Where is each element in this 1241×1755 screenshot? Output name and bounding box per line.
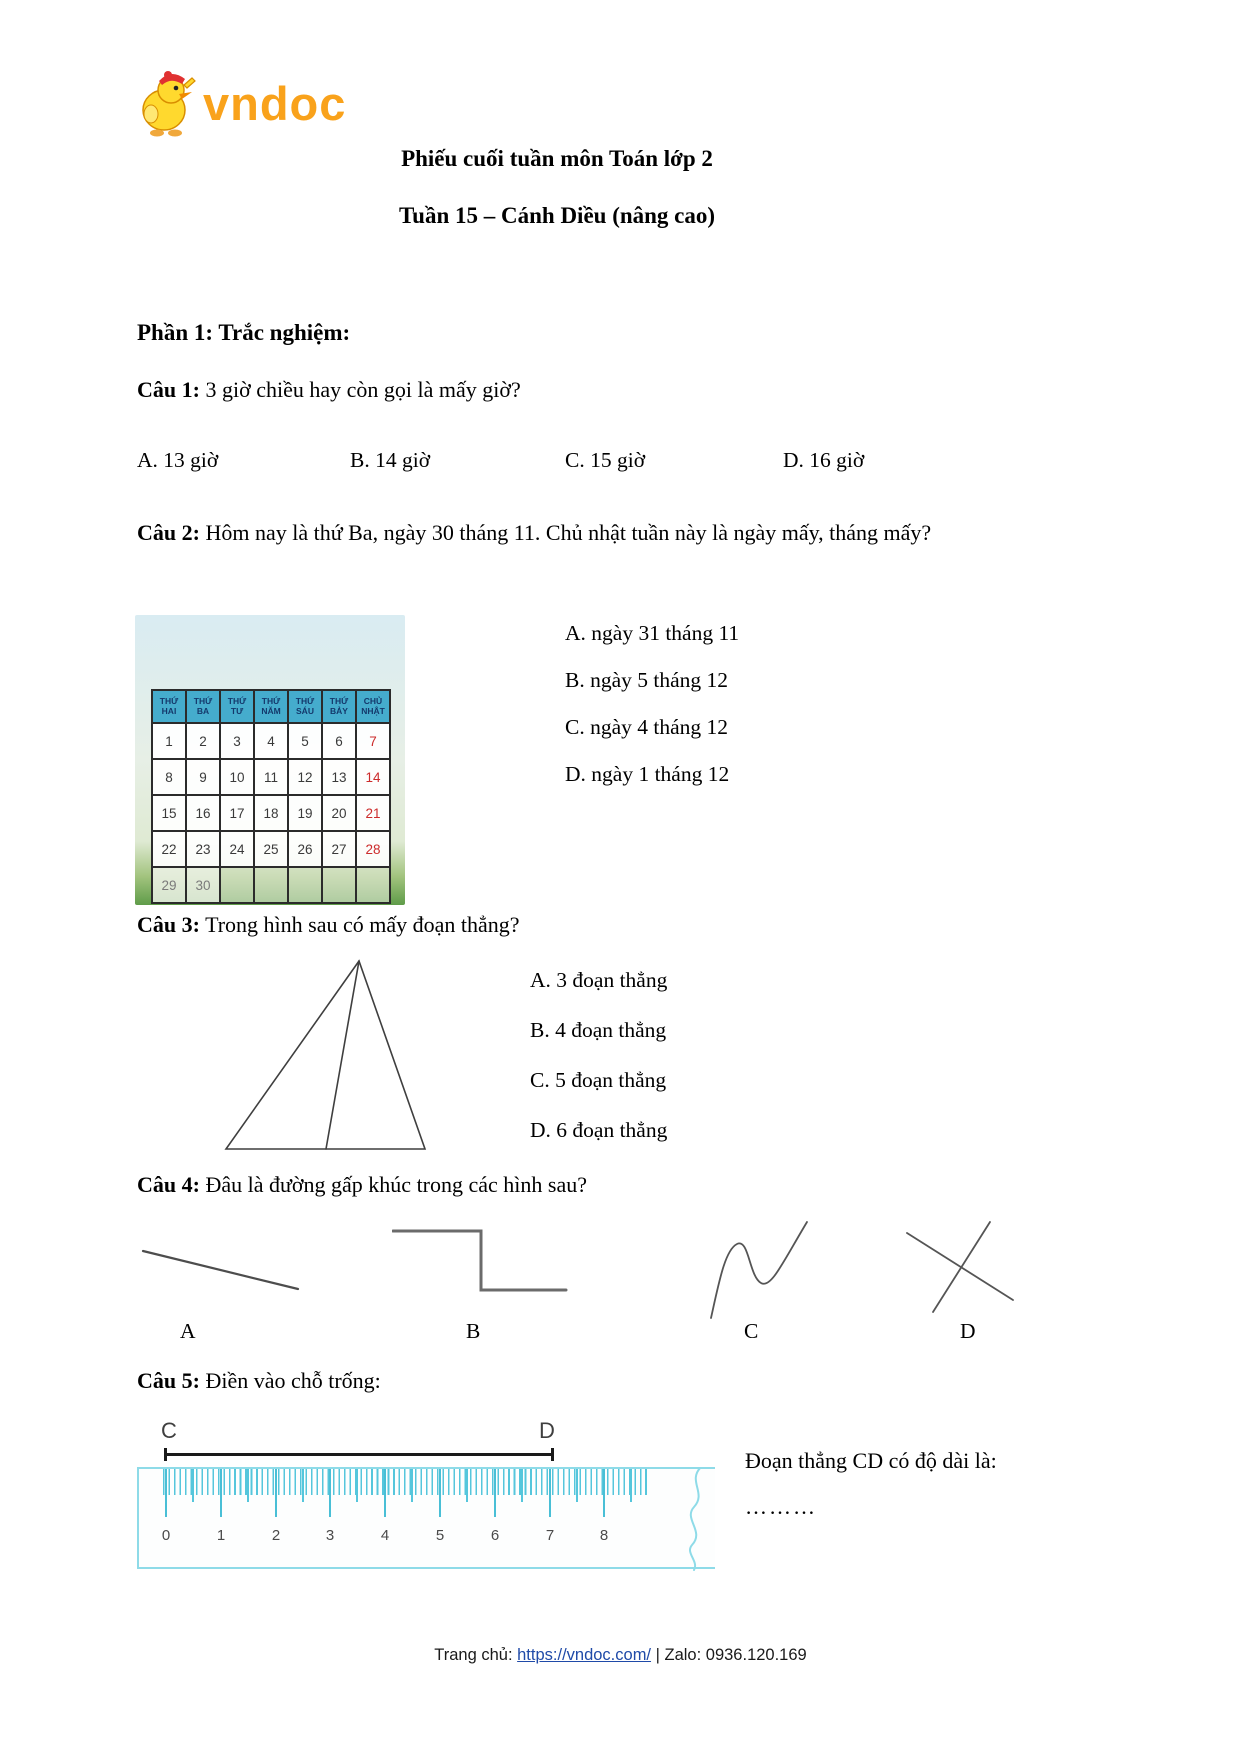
calendar-day-cell: 14 <box>356 759 390 795</box>
calendar-day-cell: 1 <box>152 723 186 759</box>
calendar-day-cell: 16 <box>186 795 220 831</box>
calendar-table <box>151 689 391 904</box>
calendar-day-cell: 6 <box>322 723 356 759</box>
ruler-number: 1 <box>216 1527 226 1544</box>
calendar-day-cell <box>288 867 322 903</box>
calendar-day-cell: 30 <box>186 867 220 903</box>
figure-d-label: D <box>960 1319 976 1343</box>
calendar-day-cell: 12 <box>288 759 322 795</box>
q1-option-d: D. 16 giờ <box>783 448 865 472</box>
calendar-day-cell: 17 <box>220 795 254 831</box>
calendar-header-cell: THỨ TƯ <box>220 690 254 723</box>
triangle-figure <box>222 955 432 1155</box>
calendar-day-cell: 13 <box>322 759 356 795</box>
page-footer <box>0 1646 1241 1665</box>
calendar-header-cell: CHỦ NHẬT <box>356 690 390 723</box>
calendar-day-cell: 3 <box>220 723 254 759</box>
calendar-day-cell <box>220 867 254 903</box>
figure-c-label: C <box>744 1319 759 1343</box>
cevian-line <box>326 961 359 1149</box>
ruler-body <box>137 1467 715 1569</box>
calendar-header-cell: THỨ NĂM <box>254 690 288 723</box>
q2-option-c: C. ngày 4 tháng 12 <box>565 715 729 739</box>
q2-option-b: B. ngày 5 tháng 12 <box>565 668 729 692</box>
figure-c-curve <box>705 1220 815 1322</box>
calendar-figure <box>135 615 405 905</box>
question-3 <box>137 910 520 940</box>
calendar-day-cell: 24 <box>220 831 254 867</box>
calendar-day-cell: 25 <box>254 831 288 867</box>
question-2 <box>137 505 1105 560</box>
figure-d-cross <box>903 1220 1018 1315</box>
figure-b-label: B <box>466 1319 481 1343</box>
calendar-day-cell: 9 <box>186 759 220 795</box>
ruler-torn-edge <box>679 1467 713 1571</box>
question-2-text: Hôm nay là thứ Ba, ngày 30 tháng 11. Chủ nhật tuần này là ngày mấy, tháng mấy? <box>205 520 932 545</box>
q3-option-c: C. 5 đoạn thẳng <box>530 1068 667 1092</box>
q1-option-c: C. 15 giờ <box>565 448 646 472</box>
doc-title-line1: Phiếu cuối tuần môn Toán lớp 2 <box>401 146 713 171</box>
ruler-number: 2 <box>271 1527 281 1544</box>
calendar-day-cell: 18 <box>254 795 288 831</box>
question-3-label: Câu 3: <box>137 912 200 937</box>
q5-answer-label: Đoạn thẳng CD có độ dài là: <box>745 1448 997 1473</box>
ruler-number: 7 <box>545 1527 555 1544</box>
calendar-day-cell: 21 <box>356 795 390 831</box>
logo-brand-text: vndoc <box>203 76 347 130</box>
question-2-label: Câu 2: <box>137 520 200 545</box>
question-4 <box>137 1170 587 1200</box>
segment-cd <box>164 1453 554 1456</box>
q3-option-d: D. 6 đoạn thẳng <box>530 1118 668 1142</box>
question-5-label: Câu 5: <box>137 1368 200 1393</box>
ruler-mm-ticks <box>163 1469 647 1495</box>
calendar-day-cell: 29 <box>152 867 186 903</box>
calendar-day-cell <box>356 867 390 903</box>
question-1-label: Câu 1: <box>137 377 200 402</box>
ruler-figure <box>137 1420 727 1585</box>
q3-option-a: A. 3 đoạn thẳng <box>530 968 668 992</box>
point-c-label: C <box>161 1418 177 1443</box>
calendar-day-cell: 22 <box>152 831 186 867</box>
ruler-number: 4 <box>380 1527 390 1544</box>
question-4-text: Đâu là đường gấp khúc trong các hình sau? <box>205 1172 588 1197</box>
figure-a-label: A <box>180 1319 196 1343</box>
calendar-header-cell: THỨ HAI <box>152 690 186 723</box>
calendar-day-cell: 20 <box>322 795 356 831</box>
triangle-outline <box>226 961 425 1149</box>
q3-option-b: B. 4 đoạn thẳng <box>530 1018 667 1042</box>
vndoc-logo <box>137 68 346 138</box>
question-5 <box>137 1366 381 1396</box>
question-3-text: Trong hình sau có mấy đoạn thẳng? <box>205 912 520 937</box>
ruler-number: 5 <box>435 1527 445 1544</box>
calendar-header-cell: THỨ BA <box>186 690 220 723</box>
calendar-day-cell: 7 <box>356 723 390 759</box>
calendar-day-cell: 27 <box>322 831 356 867</box>
q2-option-a: A. ngày 31 tháng 11 <box>565 621 740 645</box>
calendar-header-cell: THỨ SÁU <box>288 690 322 723</box>
calendar-day-cell: 19 <box>288 795 322 831</box>
calendar-day-cell: 10 <box>220 759 254 795</box>
footer-zalo: Zalo: 0936.120.169 <box>664 1646 807 1664</box>
q1-option-a: A. 13 giờ <box>137 448 219 472</box>
calendar-day-cell <box>254 867 288 903</box>
calendar-day-cell: 15 <box>152 795 186 831</box>
calendar-day-cell: 11 <box>254 759 288 795</box>
ruler-number: 3 <box>325 1527 335 1544</box>
calendar-day-cell: 5 <box>288 723 322 759</box>
q1-option-b: B. 14 giờ <box>350 448 431 472</box>
question-1-text: 3 giờ chiều hay còn gọi là mấy giờ? <box>205 377 521 402</box>
calendar-day-cell: 8 <box>152 759 186 795</box>
question-1 <box>137 375 521 405</box>
calendar-day-cell: 26 <box>288 831 322 867</box>
footer-prefix: Trang chủ: <box>434 1646 513 1664</box>
question-5-text: Điền vào chỗ trống: <box>205 1368 381 1393</box>
calendar-day-cell: 4 <box>254 723 288 759</box>
point-d-label: D <box>539 1418 555 1443</box>
calendar-day-cell: 28 <box>356 831 390 867</box>
ruler-number: 6 <box>490 1527 500 1544</box>
figure-a-segment <box>140 1246 302 1294</box>
calendar-day-cell: 23 <box>186 831 220 867</box>
footer-separator: | <box>655 1646 660 1664</box>
calendar-header-cell: THỨ BẢY <box>322 690 356 723</box>
calendar-day-cell <box>322 867 356 903</box>
figure-b-broken-line <box>392 1228 568 1294</box>
segment-cd-right-cap <box>551 1448 554 1461</box>
q5-answer-blank: ……… <box>745 1494 817 1519</box>
ruler-number: 8 <box>599 1527 609 1544</box>
calendar-day-cell: 2 <box>186 723 220 759</box>
question-4-label: Câu 4: <box>137 1172 200 1197</box>
segment-cd-left-cap <box>164 1448 167 1461</box>
q2-option-d: D. ngày 1 tháng 12 <box>565 762 730 786</box>
doc-title-line2: Tuần 15 – Cánh Diều (nâng cao) <box>398 203 716 228</box>
chicken-mascot-icon <box>137 68 199 138</box>
ruler-number: 0 <box>161 1527 171 1544</box>
footer-home-link[interactable]: https://vndoc.com/ <box>517 1646 652 1664</box>
part1-heading: Phần 1: Trắc nghiệm: <box>137 320 351 345</box>
